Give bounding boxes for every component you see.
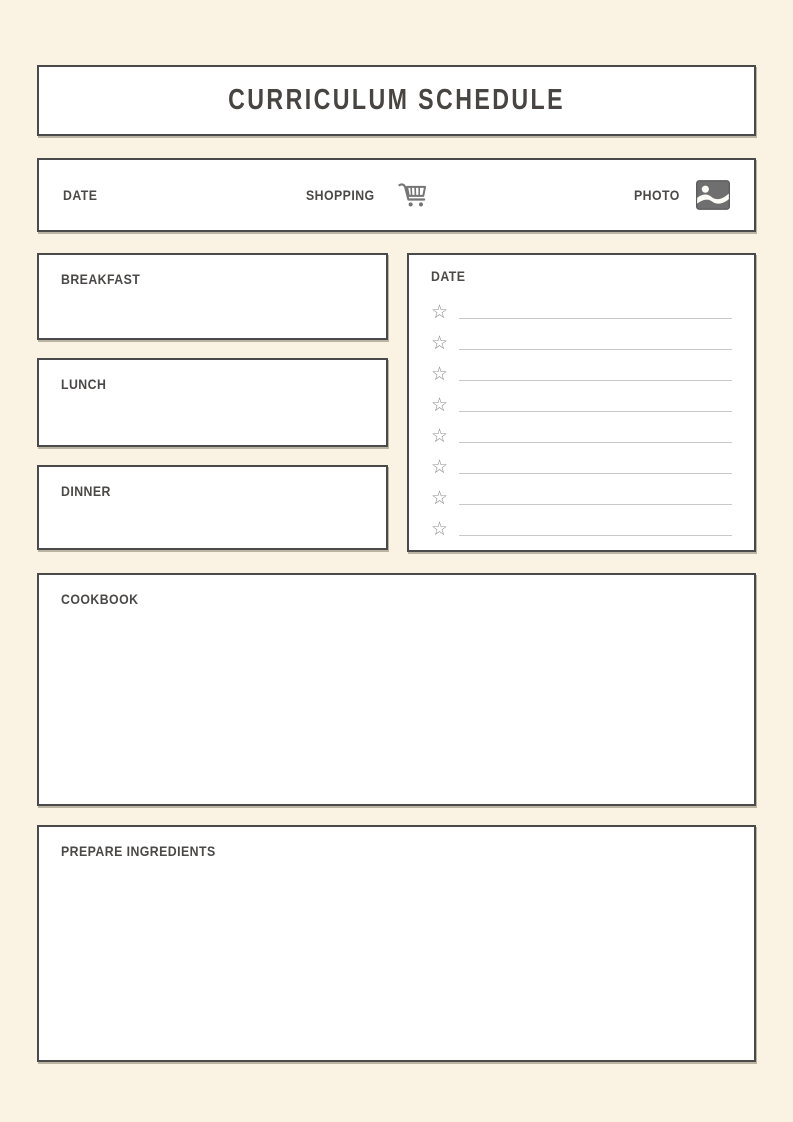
star-icon: ☆: [431, 456, 449, 478]
star-icon: ☆: [431, 394, 449, 416]
dinner-label: DINNER: [61, 483, 111, 499]
star-icon: ☆: [431, 332, 449, 354]
prepare-ingredients-label: PREPARE INGREDIENTS: [61, 843, 216, 859]
cookbook-box[interactable]: [37, 573, 756, 806]
shopping-label: SHOPPING: [306, 187, 375, 203]
date-list-row: [431, 416, 732, 447]
write-line[interactable]: [459, 535, 732, 536]
page-title: CURRICULUM SCHEDULE: [228, 84, 565, 116]
shopping-field: [306, 177, 430, 213]
star-icon: ☆: [431, 363, 449, 385]
star-icon: ☆: [431, 425, 449, 447]
write-line[interactable]: [459, 473, 732, 474]
title-box: [37, 65, 756, 136]
date-list-row: [431, 323, 732, 354]
date-list-row: [431, 447, 732, 478]
write-line[interactable]: [459, 349, 732, 350]
photo-icon: [696, 180, 730, 210]
photo-label: PHOTO: [633, 187, 680, 203]
date-list-row: [431, 478, 732, 509]
date-list-row: [431, 292, 732, 323]
date-field-label: DATE: [63, 187, 98, 203]
dinner-box[interactable]: [37, 465, 388, 550]
breakfast-box[interactable]: [37, 253, 388, 340]
write-line[interactable]: [459, 504, 732, 505]
write-line[interactable]: [459, 442, 732, 443]
star-icon: ☆: [431, 487, 449, 509]
date-list-row: [431, 385, 732, 416]
write-line[interactable]: [459, 380, 732, 381]
date-list-row: [431, 509, 732, 540]
date-list-row: [431, 354, 732, 385]
date-list-label: DATE: [431, 268, 466, 284]
breakfast-label: BREAKFAST: [61, 271, 141, 287]
star-icon: ☆: [431, 301, 449, 323]
prepare-ingredients-box[interactable]: [37, 825, 756, 1062]
cookbook-label: COOKBOOK: [61, 591, 139, 607]
write-line[interactable]: [459, 318, 732, 319]
date-list-box[interactable]: [407, 253, 756, 552]
lunch-label: LUNCH: [61, 376, 107, 392]
write-line[interactable]: [459, 411, 732, 412]
info-bar: [37, 158, 756, 232]
star-icon: ☆: [431, 518, 449, 540]
shopping-cart-icon: [394, 177, 430, 213]
date-list-rows: [431, 292, 732, 540]
lunch-box[interactable]: [37, 358, 388, 447]
photo-field: [634, 180, 730, 210]
